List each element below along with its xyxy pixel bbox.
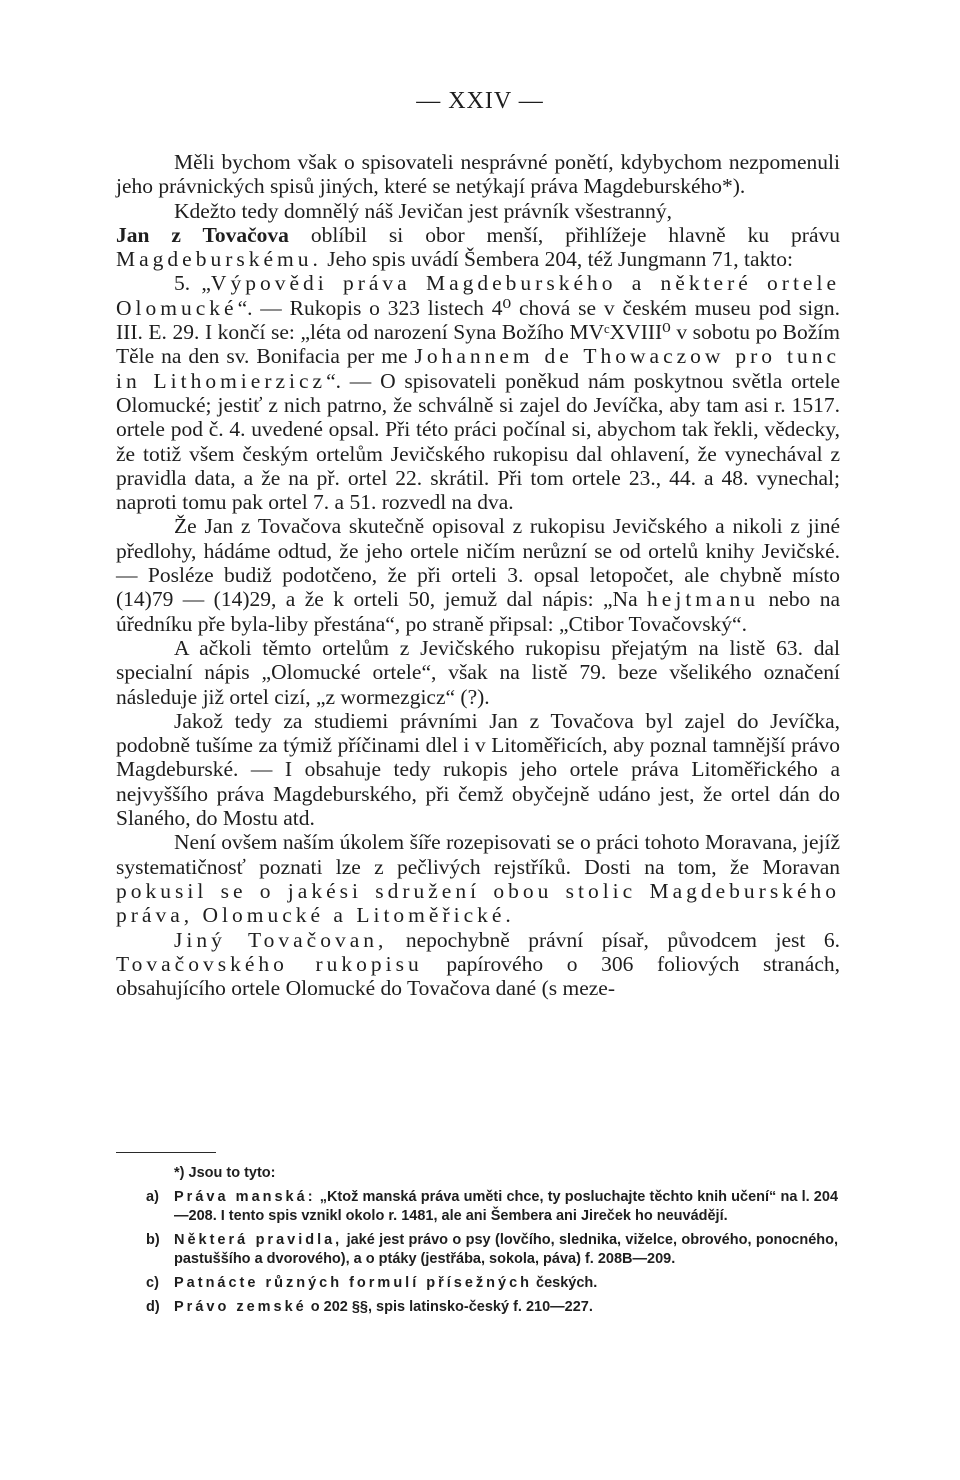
footnote-term: Právo zemské bbox=[174, 1298, 307, 1315]
scribe-name: Johannem de Thowaczow pro tunc in Lithomierzicz bbox=[116, 344, 841, 393]
spaced-phrase: pokusil se o jakési sdružení obou stolic Magdeburského práva, Olomucké a Litoměřické bbox=[116, 878, 840, 928]
paragraph-5: A ačkoli těmto ortelům z Jevičského rukopisu přejatým na listě 63. dal specialní nápis „Olomucké ortele“, však na listě 79. beze všelikého označení následuje již ortel cizí, „z wormezgicz“ (?). bbox=[116, 635, 840, 709]
footnote-item bbox=[146, 1188, 838, 1227]
footnote-term: Některá pravidla, bbox=[174, 1231, 343, 1248]
spaced-term: Tovačovského rukopisu bbox=[116, 951, 423, 976]
footnote-term: Patnácte různých formulí přísežných bbox=[174, 1274, 533, 1291]
footnote-text: o 202 §§, spis latinsko-český f. 210—227. bbox=[306, 1298, 593, 1315]
footnote-item bbox=[146, 1231, 838, 1270]
footnote-title: *) Jsou to tyto: bbox=[174, 1165, 276, 1181]
text-run: papírového o 306 foliových stranách, obsahujícího ortele Olomucké do Tovačova dané (s meze- bbox=[116, 951, 840, 1001]
paragraph-4 bbox=[116, 514, 840, 635]
text-run: Že Jan z Tovačova skutečně opisoval z rukopisu Jevičského a nikoli z jiné předlohy, hádáme odtud, že jeho ortele ničím nerůzní se od ortelů knihy Jevičské. — Posléze budiž podotčeno, že při orteli 3. opsal letopočet, ale chybně místo (14)79 — (14)29, a že k orteli 50, jemuž dal nápis: „Na bbox=[116, 514, 840, 612]
paragraph-6: Jakož tedy za studiemi právními Jan z Tovačova byl zajel do Jevíčka, podobně tušíme za týmiž příčinami dlel i v Litoměřicích, aby poznal tamnější právo Magdeburské. — I obsahuje tedy rukopis jeho ortele práva Litoměřického a nejvyššího práva Magdeburského, při čemž obyčejně udáno jest, že ortel dán do Slaného, do Mostu atd. bbox=[116, 708, 840, 831]
footnote-item bbox=[146, 1274, 838, 1294]
page-number-header: — XXIV — bbox=[416, 88, 544, 114]
paragraph-8 bbox=[116, 928, 840, 1001]
text-run: . bbox=[505, 903, 511, 928]
text-run: oblíbil si obor menší, přihlížeje hlavně ku právu bbox=[288, 222, 840, 247]
footnote-letter: c) bbox=[146, 1274, 159, 1291]
text-run: nebo na úředníku pře byla-liby přestána“, po straně připsal: „Ctibor Tovačovský“. bbox=[116, 587, 841, 636]
text-run: Jeho spis uvádí Šembera 204, též Jungmann 71, takto: bbox=[321, 247, 794, 272]
body-text bbox=[116, 150, 840, 1000]
footnote-divider bbox=[116, 1152, 216, 1153]
text-run: “. — O spisovateli poněkud nám poskytnou světla ortele Olomucké; jestiť z nich patrno, že schválně si zajel do Jevíčka, aby tam asi r. 1517. ortele pod č. 4. uvedené opsal. Při této práci počínal si, abychom tak řekli, vědecky, že totiž všem českým ortelům Jevičského rukopisu dal ohlavení, že vynechával z pravidla data, a že na př. ortel 22. skrátil. Při tom ortele 23., 44. a 48. vynechal; naproti tomu pak ortel 7. a 51. rozvedl na dva. bbox=[116, 368, 840, 515]
spaced-term: Magdeburskému. bbox=[116, 247, 322, 272]
text-run: Není ovšem naším úkolem šíře rozepisovati se o práci tohoto Moravana, jejíž systematičnosť poznati lze z pečlivých rejstříků. Dosti na tom, že Moravan bbox=[116, 830, 840, 879]
footnote-letter: d) bbox=[146, 1298, 160, 1315]
paragraph-3 bbox=[116, 271, 840, 514]
text-run: 5. „ bbox=[174, 271, 211, 296]
text-run: Kdežto tedy domnělý náš Jevičan jest právník všestranný, bbox=[174, 198, 672, 223]
footnote-letter: b) bbox=[146, 1231, 160, 1248]
author-name: Jan z Tovačova bbox=[116, 222, 289, 247]
footnote-text: jaké jest právo o psy (lovčího, slednika, viželce, obrového, ponocného, pastuššího a dvorového), a o ptáky (jestřába, sokola, páva) f. 208B—209. bbox=[174, 1231, 838, 1268]
footnote-letter: a) bbox=[146, 1188, 159, 1205]
spaced-term: Jiný Tovačovan, bbox=[174, 927, 388, 952]
spaced-term: hejtmanu bbox=[647, 587, 760, 612]
text-run: nepochybně právní písař, původcem jest 6. bbox=[387, 927, 840, 952]
footnote-term: Práva manská: bbox=[174, 1188, 316, 1205]
work-title: Výpovědi práva Magdeburského a některé ortele Olomucké bbox=[116, 271, 840, 320]
text-run: “. — Rukopis o 323 listech 4⁰ chová se v českém museu pod sign. III. E. 29. I končí se: „léta od narození Syna Božího MVᶜXVIII⁰ v sobotu po Božím Těle na den sv. Bonifacia per me bbox=[116, 295, 840, 369]
paragraph-1: Měli bychom však o spisovateli nesprávné ponětí, kdybychom nezpomenuli jeho právnických spisů jiných, které se netýkají práva Magdeburského*). bbox=[116, 150, 840, 199]
footnote-text: českých. bbox=[532, 1274, 598, 1291]
footnotes bbox=[146, 1164, 838, 1321]
paragraph-2 bbox=[116, 199, 840, 272]
paragraph-7 bbox=[116, 830, 840, 927]
footnote-item bbox=[146, 1298, 838, 1318]
footnote-text: „Ktož manská práva uměti chce, ty posluchajte těchto knih učení“ na l. 204—208. I tento spis vznikl okolo r. 1481, ale ani Šembera ani Jireček ho neuvádějí. bbox=[174, 1188, 839, 1225]
